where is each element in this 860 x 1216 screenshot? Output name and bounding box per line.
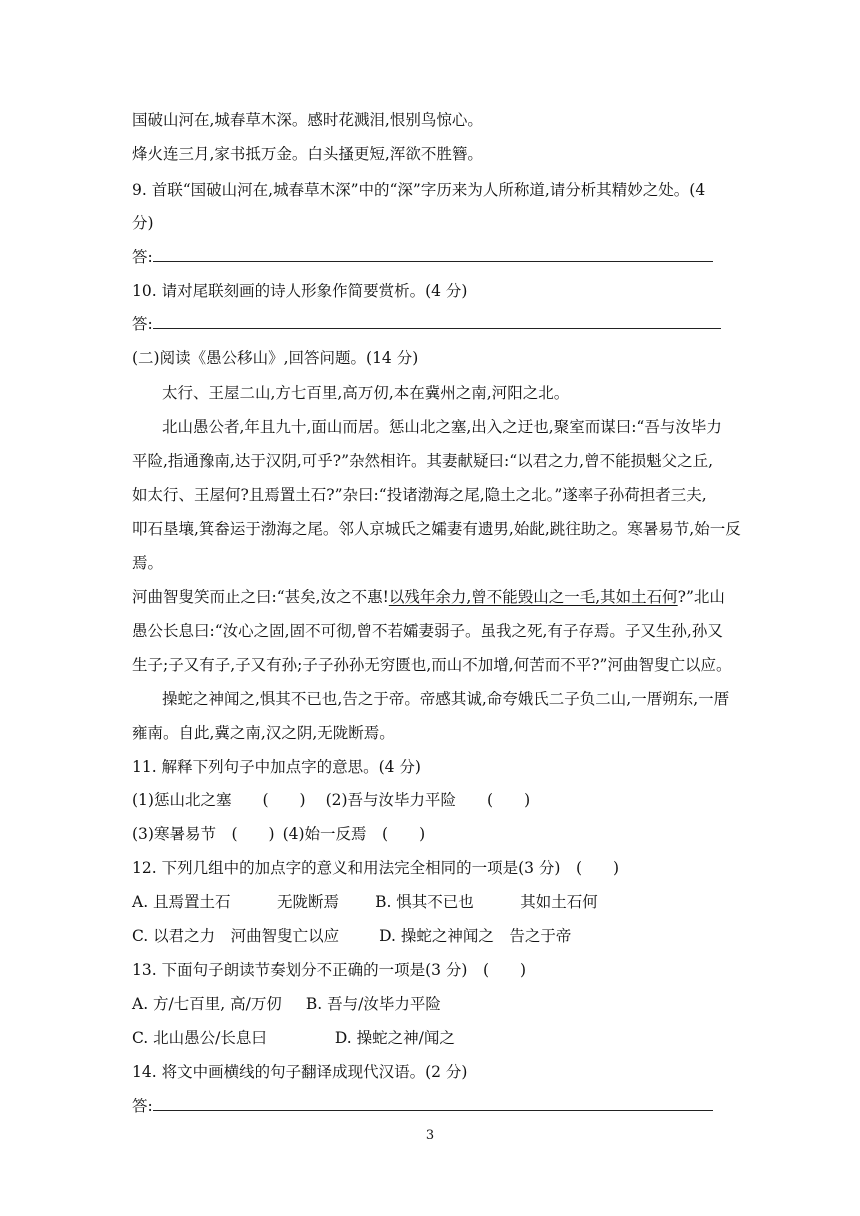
- passage-text: ?”北山: [677, 588, 725, 606]
- q11-item-2: (2)吾与汝毕力平险 ( ): [325, 791, 531, 809]
- q11-items-row-2: [132, 824, 425, 844]
- q9-stem-cont: 分): [132, 214, 154, 232]
- passage-paragraph-4-line-1: 操蛇之神闻之,惧其不已也,告之于帝。帝感其诚,命夸娥氏二子负二山,一厝朔东,一厝: [162, 690, 730, 708]
- q12-stem: 12. 下列几组中的加点字的意义和用法完全相同的一项是(3 分) ( ): [132, 859, 620, 877]
- passage-paragraph-1: 太行、王屋二山,方七百里,高万仞,本在冀州之南,河阳之北。: [162, 384, 570, 402]
- passage-paragraph-2-line-3: 如太行、王屋何?且焉置土石?”杂曰:“投诸渤海之尾,隐土之北。”遂率子孙荷担者三夫,: [132, 486, 707, 504]
- q11-item-4: (4)始一反焉 ( ): [282, 825, 426, 843]
- q11-items-row-1: [132, 790, 530, 810]
- q12-option-b[interactable]: B. 惧其不已也 其如土石何: [375, 893, 598, 911]
- poem-line-2: 烽火连三月,家书抵万金。白头搔更短,浑欲不胜簪。: [132, 145, 483, 163]
- underlined-sentence: 以残年余力,曾不能毁山之一毛,其如土石何: [388, 588, 678, 606]
- q9-stem: 9. 首联“国破山河在,城春草木深”中的“深”字历来为人所称道,请分析其精妙之处。(4: [132, 181, 706, 199]
- q13-stem: 13. 下面句子朗读节奏划分不正确的一项是(3 分) ( ): [132, 961, 527, 979]
- q9-answer-blank[interactable]: [153, 247, 713, 262]
- q13-option-a[interactable]: A. 方/七百里, 高/万仞: [132, 995, 282, 1013]
- q9-answer: [132, 247, 713, 267]
- section-heading: (二)阅读《愚公移山》,回答问题。(14 分): [132, 349, 419, 367]
- q14-answer: [132, 1096, 713, 1116]
- q14-answer-label: 答:: [132, 1097, 153, 1115]
- q9-answer-label: 答:: [132, 248, 153, 266]
- q13-options-row-2: [132, 1028, 455, 1048]
- q10-answer-label: 答:: [132, 315, 153, 333]
- q13-option-c[interactable]: C. 北山愚公/长息曰: [132, 1029, 267, 1047]
- passage-paragraph-2-line-1: 北山愚公者,年且九十,面山而居。惩山北之塞,出入之迂也,聚室而谋曰:“吾与汝毕力: [162, 418, 722, 436]
- q12-option-d[interactable]: D. 操蛇之神闻之 告之于帝: [379, 927, 572, 945]
- passage-paragraph-2-line-5: 焉。: [132, 554, 164, 572]
- q12-option-a[interactable]: A. 且焉置土石 无陇断焉: [132, 893, 340, 911]
- q13-options-row-1: [132, 994, 441, 1014]
- passage-paragraph-3-line-2: 愚公长息曰:“汝心之固,固不可彻,曾不若孀妻弱子。虽我之死,有子存焉。子又生孙,孙又: [132, 622, 723, 640]
- passage-paragraph-3-line-3: 生子;子又有子,子又有孙;子子孙孙无穷匮也,而山不加增,何苦而不平?”河曲智叟亡以应。: [132, 656, 732, 674]
- q12-options-row-1: [132, 892, 598, 912]
- q10-answer: [132, 314, 721, 334]
- q13-option-d[interactable]: D. 操蛇之神/闻之: [334, 1029, 455, 1047]
- q12-option-c[interactable]: C. 以君之力 河曲智叟亡以应: [132, 927, 340, 945]
- q14-stem: 14. 将文中画横线的句子翻译成现代汉语。(2 分): [132, 1063, 468, 1081]
- q12-options-row-2: [132, 926, 571, 946]
- q11-item-1: (1)惩山北之塞 ( ): [132, 791, 306, 809]
- poem-line-1: 国破山河在,城春草木深。感时花溅泪,恨别鸟惊心。: [132, 111, 483, 129]
- passage-paragraph-4-line-2: 雍南。自此,冀之南,汉之阴,无陇断焉。: [132, 724, 395, 742]
- passage-text: 河曲智叟笑而止之曰:“甚矣,汝之不惠!: [132, 588, 389, 606]
- passage-paragraph-2-line-2: 平险,指通豫南,达于汉阴,可乎?”杂然相许。其妻献疑曰:“以君之力,曾不能损魁父之丘,: [132, 452, 714, 470]
- q11-stem: 11. 解释下列句子中加点字的意思。(4 分): [132, 758, 421, 776]
- passage-paragraph-3-line-1: [132, 587, 725, 607]
- passage-paragraph-2-line-4: 叩石垦壤,箕畚运于渤海之尾。邻人京城氏之孀妻有遗男,始龀,跳往助之。寒暑易节,始一反: [132, 520, 741, 538]
- q11-item-3: (3)寒暑易节 ( ): [132, 825, 275, 843]
- page-number: 3: [425, 1128, 435, 1143]
- q10-answer-blank[interactable]: [153, 314, 721, 329]
- q13-option-b[interactable]: B. 吾与/汝毕力平险: [305, 995, 441, 1013]
- q10-stem: 10. 请对尾联刻画的诗人形象作简要赏析。(4 分): [132, 282, 468, 300]
- q14-answer-blank[interactable]: [153, 1096, 713, 1111]
